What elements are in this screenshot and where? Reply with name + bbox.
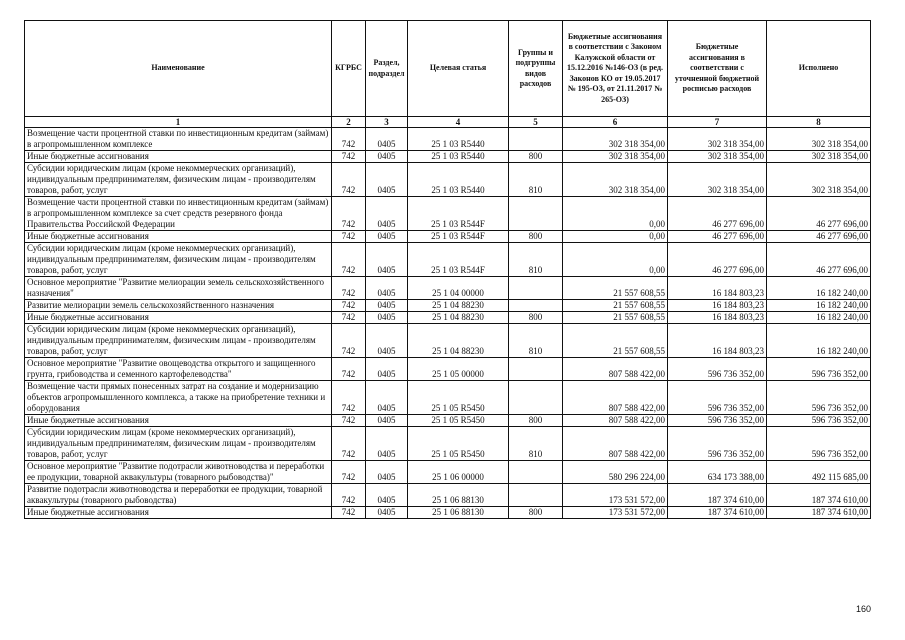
column-number: 5 [509,117,563,128]
cell-section: 0405 [366,243,408,277]
cell-executed: 16 182 240,00 [767,300,871,312]
cell-refined: 596 736 352,00 [668,381,767,415]
cell-executed: 16 182 240,00 [767,312,871,324]
cell-refined: 16 184 803,23 [668,300,767,312]
cell-executed: 46 277 696,00 [767,243,871,277]
column-number: 4 [408,117,509,128]
cell-executed: 492 115 685,00 [767,461,871,484]
cell-target: 25 1 03 R544F [408,197,509,231]
cell-name: Иные бюджетные ассигнования [25,507,332,519]
cell-target: 25 1 06 88130 [408,484,509,507]
cell-kgrbs: 742 [332,507,366,519]
cell-section: 0405 [366,484,408,507]
budget-table [24,20,871,519]
cell-target: 25 1 06 88130 [408,507,509,519]
cell-vr: 810 [509,324,563,358]
cell-refined: 302 318 354,00 [668,151,767,163]
header-refined-allocations: Бюджетные ассигнования в соответствии с уточненной бюджетной росписью расходов [668,21,767,117]
column-numbers-row [25,117,871,128]
cell-refined: 302 318 354,00 [668,128,767,151]
cell-law: 580 296 224,00 [563,461,668,484]
cell-executed: 596 736 352,00 [767,427,871,461]
cell-vr: 800 [509,231,563,243]
cell-name: Основное мероприятие "Развитие овощеводства открытого и защищенного грунта, грибоводства и семенного картофелеводства" [25,358,332,381]
cell-kgrbs: 742 [332,128,366,151]
cell-section: 0405 [366,324,408,358]
cell-executed: 187 374 610,00 [767,484,871,507]
cell-section: 0405 [366,277,408,300]
table-row [25,484,871,507]
cell-kgrbs: 742 [332,243,366,277]
cell-law: 173 531 572,00 [563,484,668,507]
cell-law: 807 588 422,00 [563,358,668,381]
cell-law: 302 318 354,00 [563,163,668,197]
cell-law: 21 557 608,55 [563,312,668,324]
cell-section: 0405 [366,358,408,381]
cell-section: 0405 [366,231,408,243]
cell-kgrbs: 742 [332,415,366,427]
cell-section: 0405 [366,461,408,484]
column-number: 7 [668,117,767,128]
cell-target: 25 1 05 R5450 [408,415,509,427]
column-number: 6 [563,117,668,128]
header-law-allocations: Бюджетные ассигнования в соответствии с Законом Калужской области от 15.12.2016 №146-ОЗ (в ред. Законов КО от 19.05.2017 № 195-ОЗ, от 21.11.2017 № 265-ОЗ) [563,21,668,117]
cell-refined: 46 277 696,00 [668,197,767,231]
cell-section: 0405 [366,151,408,163]
cell-vr [509,484,563,507]
cell-executed: 302 318 354,00 [767,128,871,151]
cell-executed: 302 318 354,00 [767,163,871,197]
table-row [25,231,871,243]
header-kgrbs: КГРБС [332,21,366,117]
cell-name: Иные бюджетные ассигнования [25,151,332,163]
cell-refined: 16 184 803,23 [668,324,767,358]
cell-refined: 46 277 696,00 [668,231,767,243]
cell-section: 0405 [366,427,408,461]
cell-vr [509,277,563,300]
cell-name: Субсидии юридическим лицам (кроме некоммерческих организаций), индивидуальным предпринимателям, физическим лицам - производителям товаров, работ, услуг [25,243,332,277]
header-name: Наименование [25,21,332,117]
cell-target: 25 1 03 R544F [408,243,509,277]
cell-vr: 800 [509,415,563,427]
cell-refined: 596 736 352,00 [668,415,767,427]
table-row [25,381,871,415]
cell-vr: 810 [509,243,563,277]
cell-section: 0405 [366,415,408,427]
cell-section: 0405 [366,312,408,324]
cell-refined: 634 173 388,00 [668,461,767,484]
cell-target: 25 1 03 R544F [408,231,509,243]
page-number: 160 [855,604,871,614]
cell-target: 25 1 05 R5450 [408,381,509,415]
cell-vr [509,300,563,312]
cell-refined: 16 184 803,23 [668,312,767,324]
cell-kgrbs: 742 [332,312,366,324]
cell-executed: 46 277 696,00 [767,197,871,231]
cell-executed: 302 318 354,00 [767,151,871,163]
cell-name: Иные бюджетные ассигнования [25,312,332,324]
column-number: 2 [332,117,366,128]
header-target: Целевая статья [408,21,509,117]
cell-law: 302 318 354,00 [563,128,668,151]
table-row [25,358,871,381]
cell-vr [509,358,563,381]
header-section: Раздел, подраздел [366,21,408,117]
header-executed: Исполнено [767,21,871,117]
cell-vr: 800 [509,312,563,324]
cell-law: 807 588 422,00 [563,381,668,415]
cell-name: Развитие подотрасли животноводства и переработки ее продукции, товарной аквакультуры (товарного рыбоводства) [25,484,332,507]
cell-name: Основное мероприятие "Развитие подотрасли животноводства и переработки ее продукции, товарной аквакультуры (товарного рыбоводства)" [25,461,332,484]
cell-name: Возмещение части процентной ставки по инвестиционным кредитам (займам) в агропромышленном комплексе за счет средств резервного фонда Правительства Российской Федерации [25,197,332,231]
table-row [25,128,871,151]
cell-name: Основное мероприятие "Развитие мелиорации земель сельскохозяйственного назначения" [25,277,332,300]
cell-kgrbs: 742 [332,151,366,163]
cell-target: 25 1 03 R5440 [408,151,509,163]
cell-law: 0,00 [563,197,668,231]
table-row [25,151,871,163]
cell-target: 25 1 04 88230 [408,312,509,324]
cell-section: 0405 [366,300,408,312]
cell-target: 25 1 04 88230 [408,300,509,312]
cell-law: 807 588 422,00 [563,427,668,461]
cell-kgrbs: 742 [332,277,366,300]
cell-target: 25 1 03 R5440 [408,163,509,197]
cell-section: 0405 [366,128,408,151]
cell-refined: 596 736 352,00 [668,427,767,461]
cell-kgrbs: 742 [332,358,366,381]
table-row [25,312,871,324]
header-row [25,21,871,117]
cell-executed: 596 736 352,00 [767,358,871,381]
cell-executed: 46 277 696,00 [767,231,871,243]
cell-vr: 810 [509,163,563,197]
table-row [25,507,871,519]
cell-law: 21 557 608,55 [563,277,668,300]
cell-refined: 302 318 354,00 [668,163,767,197]
cell-name: Субсидии юридическим лицам (кроме некоммерческих организаций), индивидуальным предпринимателям, физическим лицам - производителям товаров, работ, услуг [25,324,332,358]
table-row [25,197,871,231]
cell-refined: 16 184 803,23 [668,277,767,300]
cell-kgrbs: 742 [332,381,366,415]
cell-vr [509,128,563,151]
cell-refined: 46 277 696,00 [668,243,767,277]
cell-executed: 187 374 610,00 [767,507,871,519]
table-row [25,277,871,300]
cell-target: 25 1 06 00000 [408,461,509,484]
cell-vr [509,461,563,484]
cell-name: Развитие мелиорации земель сельскохозяйственного назначения [25,300,332,312]
column-number: 8 [767,117,871,128]
cell-section: 0405 [366,197,408,231]
cell-law: 21 557 608,55 [563,300,668,312]
cell-kgrbs: 742 [332,324,366,358]
cell-kgrbs: 742 [332,427,366,461]
cell-name: Иные бюджетные ассигнования [25,415,332,427]
table-row [25,163,871,197]
cell-name: Субсидии юридическим лицам (кроме некоммерческих организаций), индивидуальным предпринимателям, физическим лицам - производителям товаров, работ, услуг [25,163,332,197]
cell-vr: 800 [509,151,563,163]
cell-refined: 596 736 352,00 [668,358,767,381]
cell-executed: 16 182 240,00 [767,277,871,300]
cell-law: 173 531 572,00 [563,507,668,519]
column-number: 3 [366,117,408,128]
cell-law: 21 557 608,55 [563,324,668,358]
cell-law: 807 588 422,00 [563,415,668,427]
cell-name: Иные бюджетные ассигнования [25,231,332,243]
cell-target: 25 1 03 R5440 [408,128,509,151]
cell-vr: 810 [509,427,563,461]
table-row [25,243,871,277]
cell-kgrbs: 742 [332,461,366,484]
cell-kgrbs: 742 [332,484,366,507]
cell-kgrbs: 742 [332,163,366,197]
cell-kgrbs: 742 [332,300,366,312]
cell-law: 0,00 [563,231,668,243]
cell-vr [509,197,563,231]
cell-target: 25 1 04 00000 [408,277,509,300]
cell-name: Возмещение части прямых понесенных затрат на создание и модернизацию объектов агропромышленного комплекса, а также на приобретение техники и оборудования [25,381,332,415]
table-row [25,324,871,358]
cell-target: 25 1 05 R5450 [408,427,509,461]
table-row [25,415,871,427]
header-expense-groups: Группы и подгруппы видов расходов [509,21,563,117]
cell-law: 0,00 [563,243,668,277]
cell-kgrbs: 742 [332,231,366,243]
column-number: 1 [25,117,332,128]
cell-section: 0405 [366,507,408,519]
cell-executed: 16 182 240,00 [767,324,871,358]
cell-name: Субсидии юридическим лицам (кроме некоммерческих организаций), индивидуальным предпринимателям, физическим лицам - производителям товаров, работ, услуг [25,427,332,461]
cell-law: 302 318 354,00 [563,151,668,163]
cell-refined: 187 374 610,00 [668,484,767,507]
cell-vr [509,381,563,415]
cell-name: Возмещение части процентной ставки по инвестиционным кредитам (займам) в агропромышленном комплексе [25,128,332,151]
cell-kgrbs: 742 [332,197,366,231]
cell-section: 0405 [366,381,408,415]
cell-vr: 800 [509,507,563,519]
table-row [25,461,871,484]
cell-executed: 596 736 352,00 [767,381,871,415]
cell-executed: 596 736 352,00 [767,415,871,427]
cell-target: 25 1 04 88230 [408,324,509,358]
cell-section: 0405 [366,163,408,197]
table-body [25,128,871,519]
cell-target: 25 1 05 00000 [408,358,509,381]
table-row [25,427,871,461]
cell-refined: 187 374 610,00 [668,507,767,519]
table-row [25,300,871,312]
